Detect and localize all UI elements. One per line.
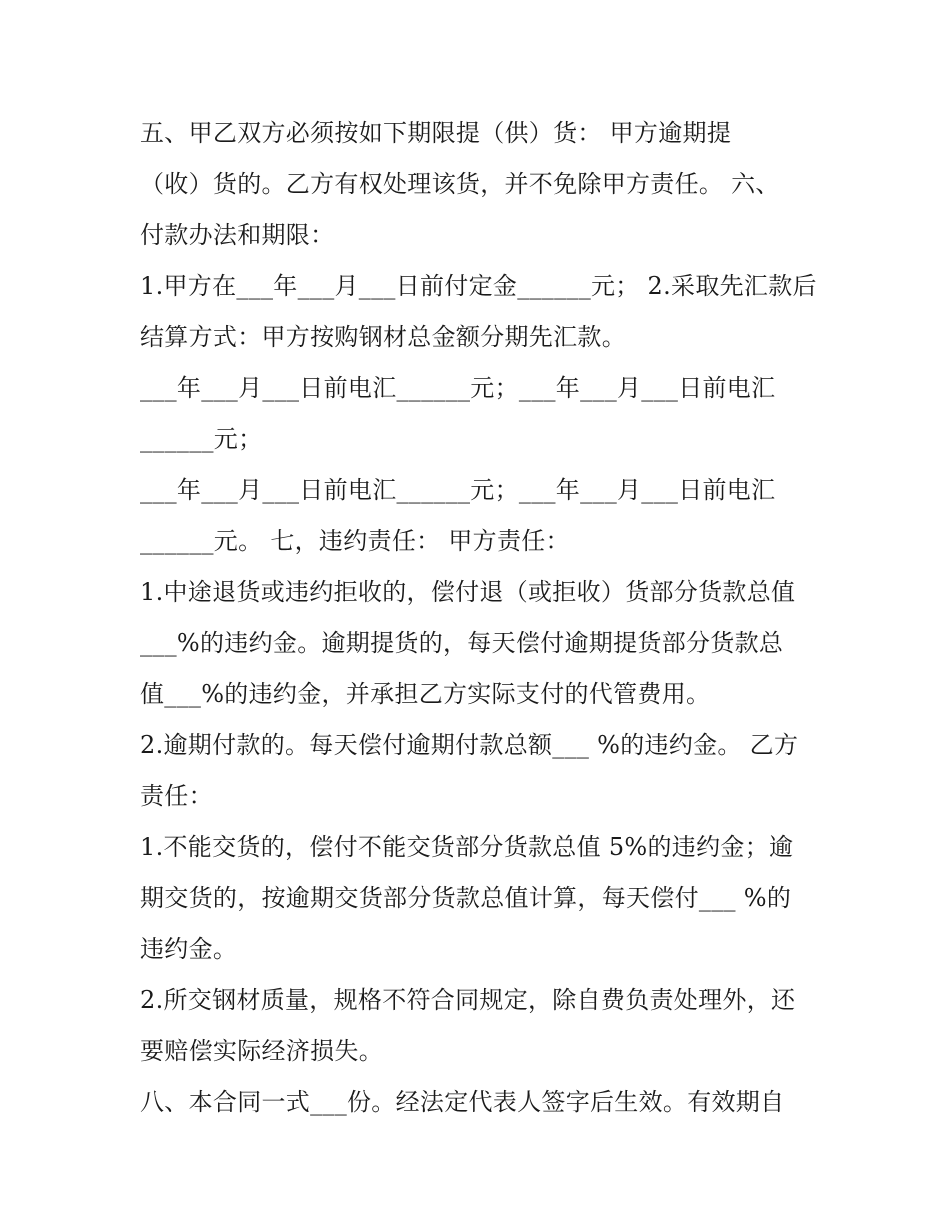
text-line: 五、甲乙双方必须按如下期限提（供）货： 甲方逾期提 <box>140 119 732 147</box>
text-line: 1.甲方在___年___月___日前付定金______元； 2.采取先汇款后 <box>140 272 817 300</box>
text-line: 付款办法和期限： <box>140 221 335 249</box>
text-line: 结算方式：甲方按购钢材总金额分期先汇款。 <box>140 323 626 351</box>
text-line: ___年___月___日前电汇______元；___年___月___日前电汇 <box>140 476 776 504</box>
text-line: 责任： <box>140 782 213 810</box>
text-line: ___年___月___日前电汇______元；___年___月___日前电汇 <box>140 374 776 402</box>
text-line: ______元； <box>140 425 263 453</box>
text-line: 1.中途退货或违约拒收的，偿付退（或拒收）货部分货款总值 <box>140 578 796 606</box>
text-line: 违约金。 <box>140 935 238 963</box>
document-body <box>140 108 820 1128</box>
text-line: 期交货的，按逾期交货部分货款总值计算，每天偿付___ %的 <box>140 884 792 912</box>
text-line: 2.逾期付款的。每天偿付逾期付款总额___ %的违约金。 乙方 <box>140 731 799 759</box>
text-line: （收）货的。乙方有权处理该货，并不免除甲方责任。 六、 <box>140 170 780 198</box>
text-line: 八、本合同一式___份。经法定代表人签字后生效。有效期自 <box>140 1088 785 1116</box>
text-line: 2.所交钢材质量，规格不符合同规定，除自费负责处理外，还 <box>140 986 796 1014</box>
text-line: 值___%的违约金，并承担乙方实际支付的代管费用。 <box>140 680 711 708</box>
text-line: 要赔偿实际经济损失。 <box>140 1037 383 1065</box>
text-line: ______元。 七，违约责任： 甲方责任： <box>140 527 570 555</box>
text-line: ___%的违约金。逾期提货的，每天偿付逾期提货部分货款总 <box>140 629 784 657</box>
text-line: 1.不能交货的，偿付不能交货部分货款总值 5%的违约金；逾 <box>140 833 794 861</box>
